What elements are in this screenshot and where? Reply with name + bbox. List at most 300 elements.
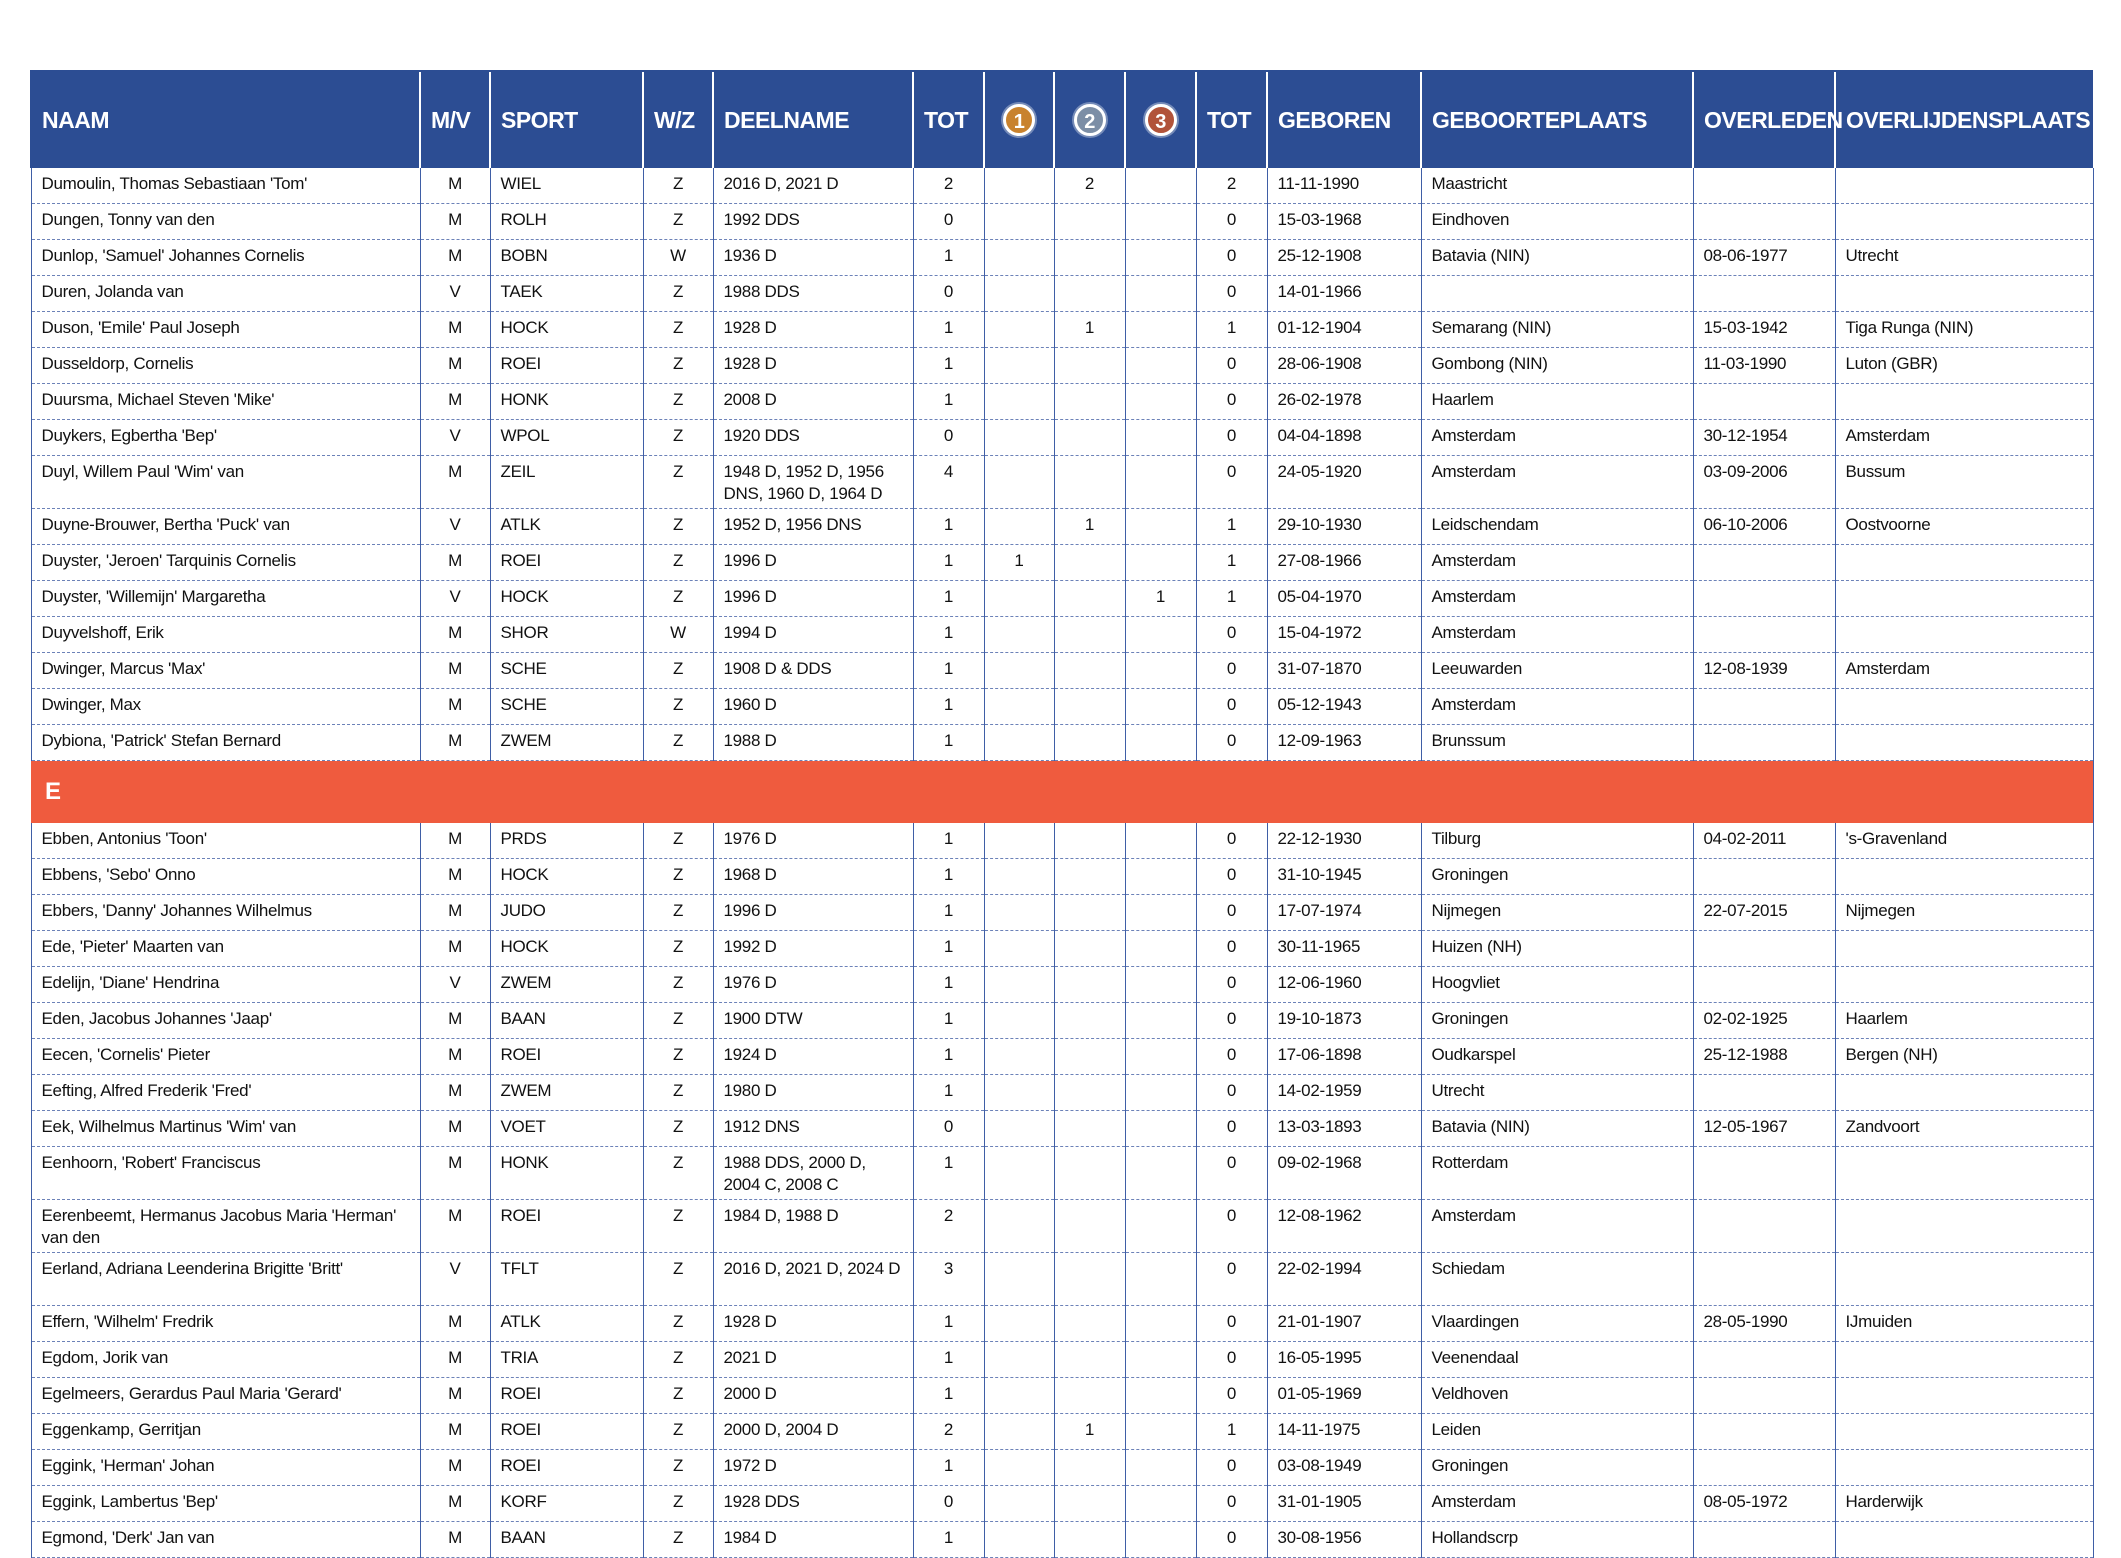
- cell-geboorteplaats: Semarang (NIN): [1421, 312, 1693, 348]
- cell-geboorteplaats: Batavia (NIN): [1421, 240, 1693, 276]
- cell-tot-medailles: 1: [1196, 312, 1267, 348]
- cell-mv: M: [420, 348, 490, 384]
- cell-goud: [984, 653, 1054, 689]
- table-row: [31, 168, 2093, 204]
- cell-geboren: 14-11-1975: [1267, 1414, 1421, 1450]
- cell-geboorteplaats: [1421, 276, 1693, 312]
- cell-deelname: 1996 D: [713, 545, 913, 581]
- cell-goud: [984, 168, 1054, 204]
- table-row: [31, 931, 2093, 967]
- cell-brons: [1125, 823, 1196, 859]
- cell-sport: ROEI: [490, 1200, 643, 1253]
- table-row: [31, 348, 2093, 384]
- cell-deelname: 1968 D: [713, 859, 913, 895]
- cell-overleden: [1693, 384, 1835, 420]
- cell-sport: KORF: [490, 1486, 643, 1522]
- cell-mv: M: [420, 1003, 490, 1039]
- cell-mv: V: [420, 1253, 490, 1306]
- cell-deelname: 1984 D: [713, 1522, 913, 1558]
- cell-sport: HONK: [490, 1147, 643, 1200]
- cell-geboorteplaats: Oudkarspel: [1421, 1039, 1693, 1075]
- cell-tot: 3: [913, 1253, 984, 1306]
- cell-geboorteplaats: Tilburg: [1421, 823, 1693, 859]
- cell-tot-medailles: 0: [1196, 1075, 1267, 1111]
- cell-geboorteplaats: Leeuwarden: [1421, 653, 1693, 689]
- cell-tot-medailles: 0: [1196, 420, 1267, 456]
- table-row: [31, 1306, 2093, 1342]
- cell-overlijdensplaats: Oostvoorne: [1835, 509, 2093, 545]
- cell-naam: Duursma, Michael Steven 'Mike': [31, 384, 420, 420]
- cell-tot-medailles: 0: [1196, 859, 1267, 895]
- cell-geboren: 22-02-1994: [1267, 1253, 1421, 1306]
- cell-tot: 0: [913, 1111, 984, 1147]
- cell-geboorteplaats: Brunssum: [1421, 725, 1693, 761]
- cell-deelname: 2021 D: [713, 1342, 913, 1378]
- cell-geboren: 14-02-1959: [1267, 1075, 1421, 1111]
- cell-tot: 1: [913, 823, 984, 859]
- cell-naam: Eggink, Lambertus 'Bep': [31, 1486, 420, 1522]
- cell-mv: M: [420, 689, 490, 725]
- cell-overleden: [1693, 931, 1835, 967]
- cell-geboren: 16-05-1995: [1267, 1342, 1421, 1378]
- cell-wz: Z: [643, 1414, 713, 1450]
- cell-tot-medailles: 0: [1196, 823, 1267, 859]
- cell-tot: 1: [913, 1075, 984, 1111]
- header-bronze: [1125, 71, 1196, 168]
- cell-goud: [984, 240, 1054, 276]
- cell-geboren: 26-02-1978: [1267, 384, 1421, 420]
- cell-tot-medailles: 0: [1196, 931, 1267, 967]
- cell-brons: [1125, 653, 1196, 689]
- cell-tot: 0: [913, 420, 984, 456]
- table-row: [31, 653, 2093, 689]
- cell-tot-medailles: 0: [1196, 1522, 1267, 1558]
- cell-brons: [1125, 1378, 1196, 1414]
- cell-deelname: 1912 DNS: [713, 1111, 913, 1147]
- cell-overlijdensplaats: Luton (GBR): [1835, 348, 2093, 384]
- cell-sport: ATLK: [490, 509, 643, 545]
- cell-mv: M: [420, 545, 490, 581]
- cell-overleden: [1693, 204, 1835, 240]
- cell-tot-medailles: 0: [1196, 1253, 1267, 1306]
- cell-mv: M: [420, 1414, 490, 1450]
- cell-overlijdensplaats: [1835, 168, 2093, 204]
- cell-wz: Z: [643, 1039, 713, 1075]
- cell-mv: M: [420, 240, 490, 276]
- cell-tot-medailles: 0: [1196, 348, 1267, 384]
- cell-geboorteplaats: Gombong (NIN): [1421, 348, 1693, 384]
- cell-naam: Effern, 'Wilhelm' Fredrik: [31, 1306, 420, 1342]
- cell-tot-medailles: 0: [1196, 1200, 1267, 1253]
- cell-zilver: [1054, 1486, 1125, 1522]
- cell-zilver: [1054, 1039, 1125, 1075]
- cell-zilver: [1054, 967, 1125, 1003]
- section-e-divider: [31, 761, 2093, 824]
- cell-geboren: 13-03-1893: [1267, 1111, 1421, 1147]
- cell-deelname: 1928 D: [713, 1306, 913, 1342]
- cell-mv: V: [420, 581, 490, 617]
- cell-goud: [984, 1306, 1054, 1342]
- cell-mv: V: [420, 420, 490, 456]
- table-row: [31, 725, 2093, 761]
- cell-goud: [984, 509, 1054, 545]
- cell-brons: [1125, 1003, 1196, 1039]
- cell-geboorteplaats: Rotterdam: [1421, 1147, 1693, 1200]
- cell-tot: 0: [913, 204, 984, 240]
- cell-goud: [984, 617, 1054, 653]
- table-row: [31, 384, 2093, 420]
- cell-brons: [1125, 240, 1196, 276]
- cell-overlijdensplaats: Utrecht: [1835, 240, 2093, 276]
- cell-overleden: [1693, 859, 1835, 895]
- silver-medal-icon: 2: [1074, 104, 1106, 136]
- gold-medal-icon: 1: [1003, 104, 1035, 136]
- cell-naam: Duren, Jolanda van: [31, 276, 420, 312]
- cell-wz: Z: [643, 1306, 713, 1342]
- cell-geboorteplaats: Eindhoven: [1421, 204, 1693, 240]
- cell-deelname: 1908 D & DDS: [713, 653, 913, 689]
- cell-overlijdensplaats: [1835, 1075, 2093, 1111]
- cell-sport: SCHE: [490, 653, 643, 689]
- cell-geboren: 30-11-1965: [1267, 931, 1421, 967]
- cell-deelname: 2000 D, 2004 D: [713, 1414, 913, 1450]
- cell-zilver: [1054, 859, 1125, 895]
- cell-tot-medailles: 0: [1196, 384, 1267, 420]
- cell-tot: 1: [913, 1306, 984, 1342]
- cell-goud: [984, 1522, 1054, 1558]
- cell-geboorteplaats: Amsterdam: [1421, 581, 1693, 617]
- cell-geboorteplaats: Batavia (NIN): [1421, 1111, 1693, 1147]
- cell-deelname: 1900 DTW: [713, 1003, 913, 1039]
- cell-goud: [984, 1486, 1054, 1522]
- cell-brons: [1125, 1414, 1196, 1450]
- cell-tot: 1: [913, 725, 984, 761]
- cell-brons: [1125, 1522, 1196, 1558]
- cell-geboren: 11-11-1990: [1267, 168, 1421, 204]
- cell-brons: [1125, 1147, 1196, 1200]
- cell-overlijdensplaats: Bergen (NH): [1835, 1039, 2093, 1075]
- cell-zilver: [1054, 276, 1125, 312]
- cell-overlijdensplaats: Haarlem: [1835, 1003, 2093, 1039]
- cell-naam: Eerenbeemt, Hermanus Jacobus Maria 'Herman' van den: [31, 1200, 420, 1253]
- cell-geboorteplaats: Hoogvliet: [1421, 967, 1693, 1003]
- cell-naam: Duykers, Egbertha 'Bep': [31, 420, 420, 456]
- cell-geboorteplaats: Haarlem: [1421, 384, 1693, 420]
- cell-sport: BOBN: [490, 240, 643, 276]
- cell-overlijdensplaats: [1835, 384, 2093, 420]
- cell-naam: Dusseldorp, Cornelis: [31, 348, 420, 384]
- table-row: [31, 276, 2093, 312]
- cell-tot-medailles: 0: [1196, 1147, 1267, 1200]
- cell-tot-medailles: 1: [1196, 581, 1267, 617]
- cell-sport: ZWEM: [490, 1075, 643, 1111]
- cell-deelname: 1984 D, 1988 D: [713, 1200, 913, 1253]
- cell-zilver: [1054, 895, 1125, 931]
- table-row: [31, 823, 2093, 859]
- header-geboren: GEBOREN: [1267, 71, 1421, 168]
- cell-brons: [1125, 931, 1196, 967]
- cell-overleden: [1693, 1253, 1835, 1306]
- cell-zilver: [1054, 581, 1125, 617]
- cell-tot: 2: [913, 168, 984, 204]
- cell-sport: ROEI: [490, 1450, 643, 1486]
- cell-wz: Z: [643, 1147, 713, 1200]
- cell-tot: 1: [913, 1450, 984, 1486]
- cell-overleden: 12-05-1967: [1693, 1111, 1835, 1147]
- cell-geboren: 24-05-1920: [1267, 456, 1421, 509]
- cell-wz: Z: [643, 1200, 713, 1253]
- header-silver: [1054, 71, 1125, 168]
- cell-naam: Dunlop, 'Samuel' Johannes Cornelis: [31, 240, 420, 276]
- cell-geboorteplaats: Maastricht: [1421, 168, 1693, 204]
- cell-goud: 1: [984, 545, 1054, 581]
- cell-geboorteplaats: Groningen: [1421, 1450, 1693, 1486]
- cell-overlijdensplaats: Bussum: [1835, 456, 2093, 509]
- cell-sport: ROEI: [490, 1039, 643, 1075]
- cell-geboorteplaats: Amsterdam: [1421, 1486, 1693, 1522]
- cell-overlijdensplaats: IJmuiden: [1835, 1306, 2093, 1342]
- cell-zilver: [1054, 1003, 1125, 1039]
- cell-goud: [984, 859, 1054, 895]
- table-row: [31, 420, 2093, 456]
- cell-tot-medailles: 0: [1196, 725, 1267, 761]
- cell-sport: HOCK: [490, 931, 643, 967]
- cell-naam: Eefting, Alfred Frederik 'Fred': [31, 1075, 420, 1111]
- cell-geboorteplaats: Veldhoven: [1421, 1378, 1693, 1414]
- cell-deelname: 2008 D: [713, 384, 913, 420]
- cell-overleden: [1693, 1378, 1835, 1414]
- cell-mv: M: [420, 1075, 490, 1111]
- cell-tot: 1: [913, 895, 984, 931]
- cell-overlijdensplaats: Zandvoort: [1835, 1111, 2093, 1147]
- cell-mv: V: [420, 967, 490, 1003]
- cell-overlijdensplaats: [1835, 689, 2093, 725]
- table-row: [31, 967, 2093, 1003]
- cell-overlijdensplaats: [1835, 276, 2093, 312]
- cell-deelname: 1960 D: [713, 689, 913, 725]
- cell-brons: [1125, 689, 1196, 725]
- cell-zilver: [1054, 545, 1125, 581]
- cell-geboorteplaats: Veenendaal: [1421, 1342, 1693, 1378]
- cell-goud: [984, 1111, 1054, 1147]
- cell-zilver: [1054, 1200, 1125, 1253]
- cell-naam: Egdom, Jorik van: [31, 1342, 420, 1378]
- cell-tot: 1: [913, 967, 984, 1003]
- cell-overleden: 08-05-1972: [1693, 1486, 1835, 1522]
- cell-goud: [984, 1414, 1054, 1450]
- cell-geboren: 04-04-1898: [1267, 420, 1421, 456]
- cell-deelname: 1976 D: [713, 823, 913, 859]
- cell-overlijdensplaats: [1835, 931, 2093, 967]
- cell-brons: [1125, 1450, 1196, 1486]
- cell-mv: M: [420, 1522, 490, 1558]
- cell-deelname: 1996 D: [713, 581, 913, 617]
- cell-tot-medailles: 0: [1196, 1003, 1267, 1039]
- cell-mv: M: [420, 1486, 490, 1522]
- cell-overleden: 03-09-2006: [1693, 456, 1835, 509]
- cell-overleden: 11-03-1990: [1693, 348, 1835, 384]
- cell-mv: M: [420, 1111, 490, 1147]
- cell-deelname: 1928 DDS: [713, 1486, 913, 1522]
- table-row: [31, 509, 2093, 545]
- cell-brons: [1125, 545, 1196, 581]
- cell-mv: M: [420, 312, 490, 348]
- cell-overlijdensplaats: [1835, 1342, 2093, 1378]
- table-row: [31, 1075, 2093, 1111]
- cell-zilver: [1054, 1450, 1125, 1486]
- cell-overleden: 22-07-2015: [1693, 895, 1835, 931]
- cell-tot: 1: [913, 545, 984, 581]
- cell-deelname: 1928 D: [713, 312, 913, 348]
- cell-tot-medailles: 0: [1196, 204, 1267, 240]
- cell-overlijdensplaats: [1835, 1378, 2093, 1414]
- cell-wz: Z: [643, 312, 713, 348]
- cell-overlijdensplaats: [1835, 859, 2093, 895]
- cell-overleden: [1693, 725, 1835, 761]
- table-row: [31, 1486, 2093, 1522]
- cell-sport: SHOR: [490, 617, 643, 653]
- cell-brons: [1125, 168, 1196, 204]
- cell-sport: SCHE: [490, 689, 643, 725]
- cell-overleden: 06-10-2006: [1693, 509, 1835, 545]
- cell-tot: 0: [913, 1486, 984, 1522]
- cell-brons: [1125, 420, 1196, 456]
- cell-overleden: 04-02-2011: [1693, 823, 1835, 859]
- cell-deelname: 1994 D: [713, 617, 913, 653]
- cell-goud: [984, 348, 1054, 384]
- cell-tot-medailles: 1: [1196, 1414, 1267, 1450]
- cell-overlijdensplaats: [1835, 1147, 2093, 1200]
- cell-deelname: 1996 D: [713, 895, 913, 931]
- cell-tot-medailles: 0: [1196, 617, 1267, 653]
- cell-tot-medailles: 2: [1196, 168, 1267, 204]
- header-deelname: DEELNAME: [713, 71, 913, 168]
- cell-geboorteplaats: Vlaardingen: [1421, 1306, 1693, 1342]
- cell-wz: Z: [643, 168, 713, 204]
- table-row: [31, 1522, 2093, 1558]
- cell-overleden: 15-03-1942: [1693, 312, 1835, 348]
- cell-geboren: 28-06-1908: [1267, 348, 1421, 384]
- cell-overleden: [1693, 1342, 1835, 1378]
- cell-deelname: 1976 D: [713, 967, 913, 1003]
- cell-geboren: 14-01-1966: [1267, 276, 1421, 312]
- cell-brons: [1125, 967, 1196, 1003]
- cell-zilver: [1054, 1147, 1125, 1200]
- header-geboorteplaats: GEBOORTEPLAATS: [1421, 71, 1693, 168]
- cell-tot: 1: [913, 348, 984, 384]
- cell-deelname: 1988 DDS: [713, 276, 913, 312]
- cell-wz: Z: [643, 1486, 713, 1522]
- cell-geboren: 12-08-1962: [1267, 1200, 1421, 1253]
- table-row: [31, 689, 2093, 725]
- cell-zilver: [1054, 1075, 1125, 1111]
- cell-wz: Z: [643, 859, 713, 895]
- cell-geboren: 19-10-1873: [1267, 1003, 1421, 1039]
- cell-geboorteplaats: Nijmegen: [1421, 895, 1693, 931]
- cell-wz: Z: [643, 1075, 713, 1111]
- cell-wz: Z: [643, 276, 713, 312]
- cell-brons: [1125, 617, 1196, 653]
- header-tot-medals: TOT: [1196, 71, 1267, 168]
- table-row: [31, 240, 2093, 276]
- cell-mv: M: [420, 653, 490, 689]
- cell-mv: M: [420, 456, 490, 509]
- cell-geboren: 29-10-1930: [1267, 509, 1421, 545]
- cell-zilver: 2: [1054, 168, 1125, 204]
- cell-geboorteplaats: Utrecht: [1421, 1075, 1693, 1111]
- cell-wz: Z: [643, 384, 713, 420]
- cell-overleden: [1693, 1450, 1835, 1486]
- cell-wz: Z: [643, 581, 713, 617]
- cell-geboren: 05-04-1970: [1267, 581, 1421, 617]
- cell-overlijdensplaats: [1835, 617, 2093, 653]
- cell-mv: M: [420, 1306, 490, 1342]
- cell-tot: 1: [913, 931, 984, 967]
- cell-mv: M: [420, 725, 490, 761]
- table-row: [31, 1200, 2093, 1253]
- cell-geboren: 09-02-1968: [1267, 1147, 1421, 1200]
- cell-deelname: 1936 D: [713, 240, 913, 276]
- cell-geboren: 05-12-1943: [1267, 689, 1421, 725]
- cell-brons: [1125, 509, 1196, 545]
- cell-wz: Z: [643, 204, 713, 240]
- cell-brons: [1125, 204, 1196, 240]
- cell-tot: 4: [913, 456, 984, 509]
- cell-brons: 1: [1125, 581, 1196, 617]
- cell-goud: [984, 581, 1054, 617]
- cell-brons: [1125, 312, 1196, 348]
- cell-overlijdensplaats: [1835, 1414, 2093, 1450]
- cell-tot-medailles: 0: [1196, 1378, 1267, 1414]
- cell-deelname: 1920 DDS: [713, 420, 913, 456]
- cell-geboren: 01-05-1969: [1267, 1378, 1421, 1414]
- cell-mv: M: [420, 204, 490, 240]
- cell-sport: ROLH: [490, 204, 643, 240]
- cell-overlijdensplaats: [1835, 725, 2093, 761]
- cell-wz: Z: [643, 1342, 713, 1378]
- cell-tot-medailles: 0: [1196, 1486, 1267, 1522]
- cell-tot: 1: [913, 581, 984, 617]
- cell-wz: Z: [643, 967, 713, 1003]
- cell-sport: TRIA: [490, 1342, 643, 1378]
- cell-overlijdensplaats: [1835, 967, 2093, 1003]
- cell-naam: Eenhoorn, 'Robert' Franciscus: [31, 1147, 420, 1200]
- cell-tot: 1: [913, 859, 984, 895]
- cell-sport: ROEI: [490, 1378, 643, 1414]
- cell-goud: [984, 725, 1054, 761]
- cell-tot: 1: [913, 240, 984, 276]
- cell-brons: [1125, 1306, 1196, 1342]
- cell-overleden: [1693, 1200, 1835, 1253]
- cell-sport: ROEI: [490, 545, 643, 581]
- cell-brons: [1125, 384, 1196, 420]
- cell-goud: [984, 823, 1054, 859]
- cell-zilver: 1: [1054, 1414, 1125, 1450]
- cell-geboorteplaats: Huizen (NH): [1421, 931, 1693, 967]
- cell-overlijdensplaats: 's-Gravenland: [1835, 823, 2093, 859]
- cell-wz: Z: [643, 545, 713, 581]
- cell-wz: Z: [643, 509, 713, 545]
- cell-goud: [984, 895, 1054, 931]
- cell-geboren: 31-07-1870: [1267, 653, 1421, 689]
- cell-tot-medailles: 0: [1196, 276, 1267, 312]
- cell-goud: [984, 1003, 1054, 1039]
- cell-naam: Eecen, 'Cornelis' Pieter: [31, 1039, 420, 1075]
- cell-mv: V: [420, 276, 490, 312]
- cell-tot: 1: [913, 617, 984, 653]
- cell-brons: [1125, 725, 1196, 761]
- cell-mv: M: [420, 384, 490, 420]
